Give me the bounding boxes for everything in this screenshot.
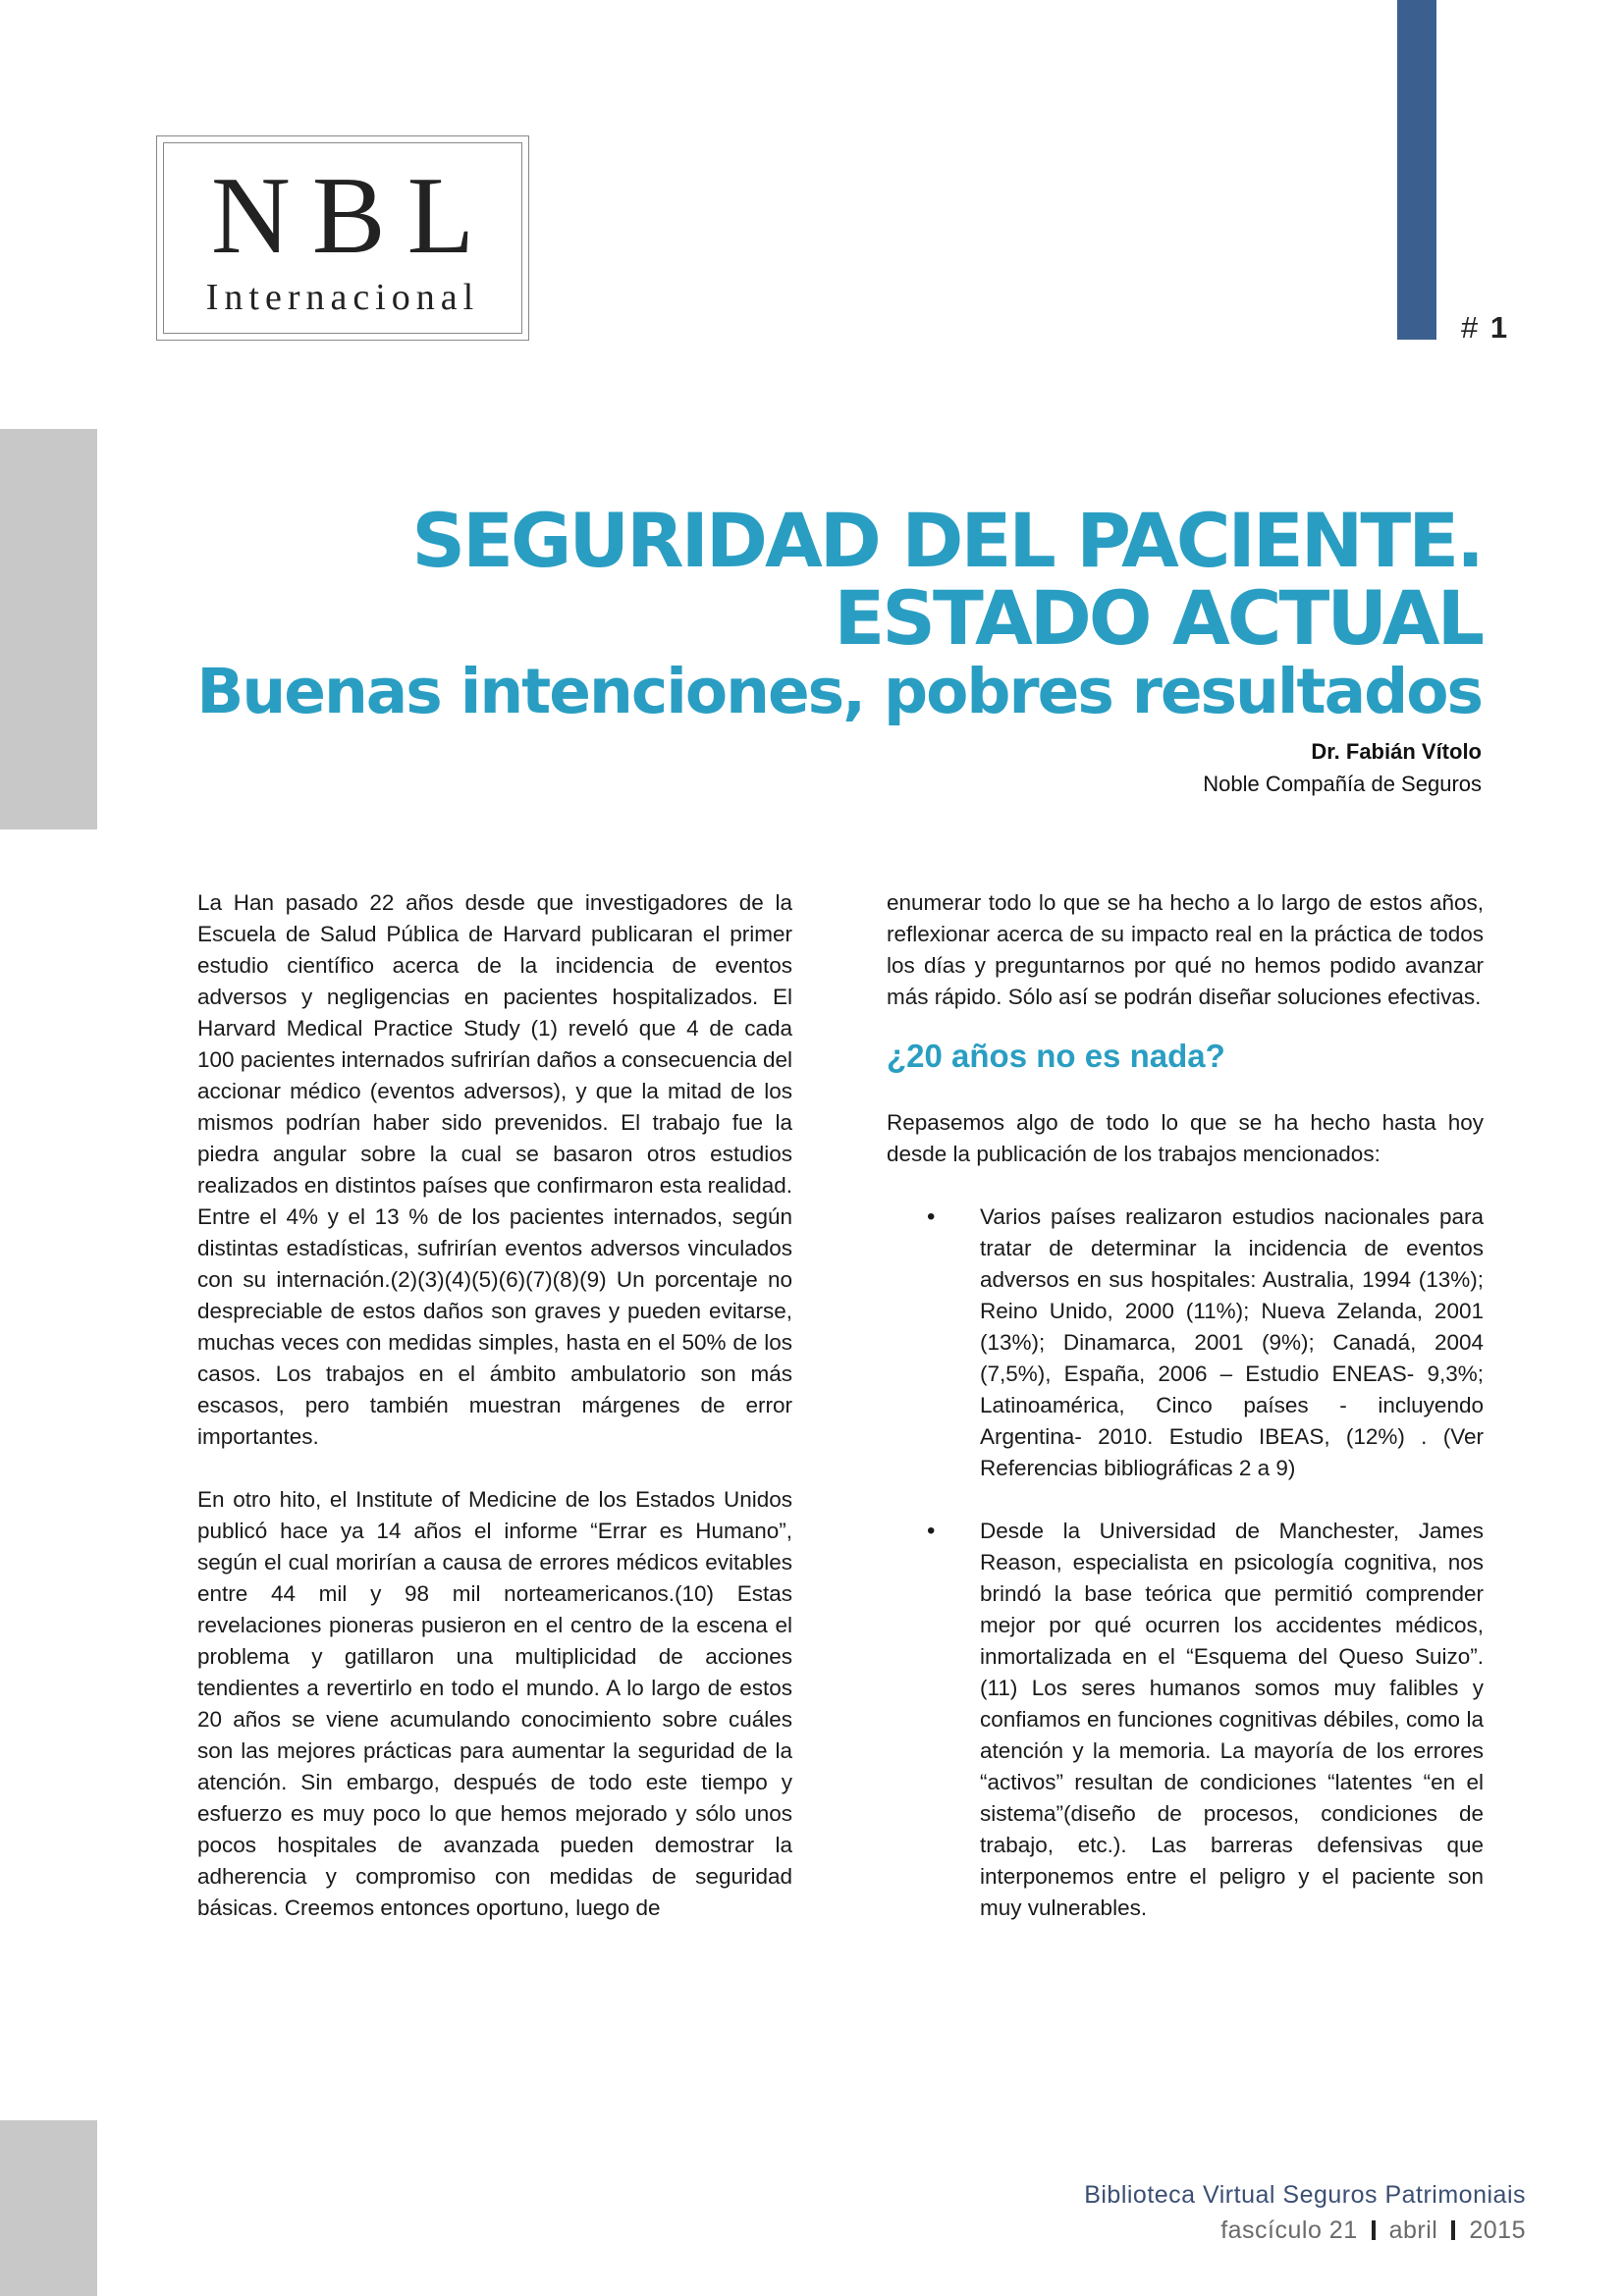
footer-year: 2015 (1469, 2216, 1526, 2244)
footer-separator (1451, 2220, 1455, 2240)
footer-month: abril (1388, 2216, 1438, 2244)
sidebar-decoration-bottom (0, 2120, 97, 2296)
footer-separator (1372, 2220, 1376, 2240)
footer-fasciculo: fascículo 21 (1220, 2216, 1358, 2244)
bullet-icon: • (927, 1203, 936, 1230)
body-column-left (197, 887, 792, 1924)
bullet-icon: • (927, 1518, 936, 1544)
title-line-3: Buenas intenciones, pobres resultados (196, 656, 1482, 727)
author-org: Noble Compañía de Seguros (1203, 772, 1482, 796)
logo-main-text: NBL (211, 155, 496, 277)
sidebar-decoration-top (0, 429, 97, 829)
body-column-right (887, 887, 1484, 1955)
list-item (927, 1516, 1484, 1924)
paragraph: La Han pasado 22 años desde que investigadores de la Escuela de Salud Pública de Harvard publicaran el primer estudio científico acerca de la incidencia de eventos adversos y negligencias en pacientes hospitalizados. El Harvard Medical Practice Study (1) reveló que 4 de cada 100 pacientes internados sufrirían daños a consecuencia del accionar médico (eventos adversos), y que la mitad de los mismos podrían haber sido prevenidos. El trabajo fue la piedra angular sobre la cual se basaron otros estudios realizados en distintos países que confirmaron esta realidad. Entre el 4% y el 13 % de los pacientes internados, según distintas estadísticas, sufrirían eventos adversos vinculados con su internación.(2)(3)(4)(5)(6)(7)(8)(9) Un porcentaje no despreciable de estos daños son graves y pueden evitarse, muchas veces con medidas simples, hasta en el 50% de los casos. Los trabajos en el ámbito ambulatorio son más escasos, pero también muestran márgenes de error importantes. (197, 890, 792, 1449)
page-number-value: 1 (1489, 310, 1510, 345)
nbl-logo (156, 135, 529, 341)
author-name: Dr. Fabián Vítolo (1311, 739, 1482, 764)
paragraph: Repasemos algo de todo lo que se ha hecho hasta hoy desde la publicación de los trabajos mencionados: (887, 1110, 1484, 1166)
title-line-2: ESTADO ACTUAL (834, 574, 1482, 662)
logo-sub-text: Internacional (205, 277, 480, 318)
bullet-list (887, 1201, 1484, 1924)
title-line-1: SEGURIDAD DEL PACIENTE. (411, 497, 1482, 584)
list-item (927, 1201, 1484, 1484)
list-item-text: Desde la Universidad de Manchester, James Reason, especialista en psicología cognitiva, nos brindó la base teórica que permitió comprender mejor por qué ocurren los accidentes médicos, inmortalizada en el “Esquema del Queso Suizo”. (11) Los seres humanos somos muy falibles y confiamos en funciones cognitivas débiles, como la atención y la memoria. La mayoría de los errores “activos” resultan de condiciones “latentes “en el sistema”(diseño de procesos, condiciones de trabajo, etc.). Las barreras defensivas que interponemos entre el peligro y el paciente son muy vulnerables. (980, 1519, 1484, 1920)
paragraph: enumerar todo lo que se ha hecho a lo largo de estos años, reflexionar acerca de su impacto real en la práctica de todos los días y preguntarnos por qué no hemos podido avanzar más rápido. Sólo así se podrán diseñar soluciones efectivas. (887, 890, 1484, 1009)
page-number-prefix: # (1461, 310, 1481, 345)
footer-library-name: Biblioteca Virtual Seguros Patrimoniais (1084, 2181, 1526, 2209)
paragraph: En otro hito, el Institute of Medicine de los Estados Unidos publicó hace ya 14 años el informe “Errar es Humano”, según el cual morirían a causa de errores médicos evitables entre 44 mil y 98 mil norteamericanos.(10) Estas revelaciones pioneras pusieron en el centro de la escena el problema y gatillaron una multiplicidad de acciones tendientes a revertirlo en todo el mundo. A lo largo de estos 20 años se viene acumulando conocimiento sobre cuáles son las mejores prácticas para aumentar la seguridad de la atención. Sin embargo, después de todo este tiempo y esfuerzo es muy poco lo que hemos mejorado y sólo unos pocos hospitales de avanzada pueden demostrar la adherencia y compromiso con medidas de seguridad básicas. Creemos entonces oportuno, luego de (197, 1487, 792, 1920)
header-accent-bar (1397, 0, 1436, 340)
page-number (1461, 310, 1520, 346)
footer-issue-info (1220, 2216, 1526, 2245)
section-heading: ¿20 años no es nada? (887, 1038, 1225, 1074)
list-item-text: Varios países realizaron estudios nacionales para tratar de determinar la incidencia de eventos adversos en sus hospitales: Australia, 1994 (13%); Reino Unido, 2000 (11%); Nueva Zelanda, 2001 (13%); Dinamarca, 2001 (9%); Canadá, 2004 (7,5%), España, 2006 – Estudio ENEAS- 9,3%; Latinoamérica, Cinco países - incluyendo Argentina- 2010. Estudio IBEAS, (12%) . (Ver Referencias bibliográficas 2 a 9) (980, 1204, 1484, 1480)
